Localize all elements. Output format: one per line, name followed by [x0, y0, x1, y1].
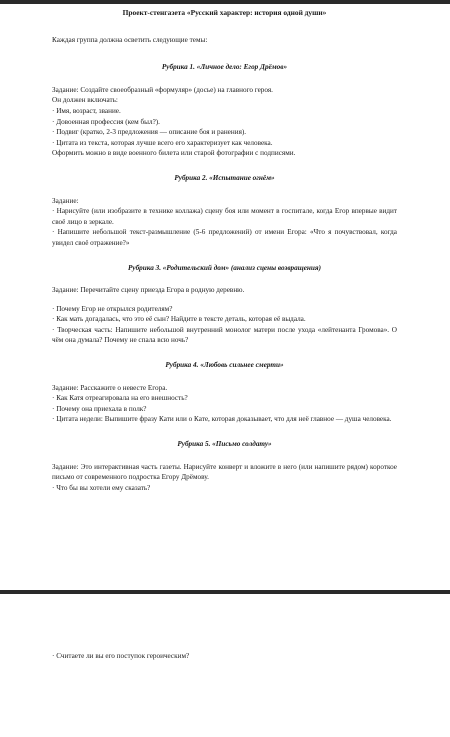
rubric-2-item: · Нарисуйте (или изобразите в технике коллажа) сцену боя или момент в госпитале, когда Егор впервые видит своё лицо в зеркале. [52, 207, 397, 226]
rubric-3-item: · Почему Егор не открылся родителям? [52, 304, 173, 313]
rubric-1-task: Задание: Создайте своеобразный «формуляр» (досье) на главного героя. [52, 85, 273, 94]
rubric-3 [52, 263, 397, 347]
rubric-1-line: Он должен включать: [52, 96, 118, 105]
rubric-2-item: · Напишите небольшой текст-размышление (5-6 предложений) от имени Егора: «Что я почувствовал, когда увидел своё отражение?» [52, 228, 397, 247]
rubric-1-title: Рубрика 1. «Личное дело: Егор Дрёмов» [161, 63, 288, 72]
rubric-5 [52, 439, 397, 493]
rubric-1-item: · Цитата из текста, которая лучше всего его характеризует как человека. [52, 138, 273, 147]
rubric-2 [52, 173, 397, 249]
rubric-4-item: · Почему она приехала в полк? [52, 404, 147, 413]
second-page-question: · Считаете ли вы его поступок героическим? [52, 652, 190, 660]
document-title: Проект-стенгазета «Русский характер: история одной души» [122, 8, 327, 17]
rubric-4-item: · Как Катя отреагировала на его внешность? [52, 394, 188, 403]
rubric-4 [52, 360, 397, 425]
rubric-1-item: · Довоенная профессия (кем был?). [52, 117, 160, 126]
rubric-3-title: Рубрика 3. «Родительский дом» (анализ сцены возвращения) [128, 263, 321, 272]
document-page [52, 8, 397, 493]
rubric-3-item: · Как мать догадалась, что это её сын? Найдите в тексте деталь, которая её выдала. [52, 315, 306, 324]
rubric-3-task: Задание: Перечитайте сцену приезда Егора в родную деревню. [52, 286, 245, 295]
page-break-divider [0, 590, 450, 594]
rubric-1-item: · Подвиг (кратко, 2-3 предложения — описание боя и ранения). [52, 128, 247, 137]
rubric-3-item: · Творческая часть: Напишите небольшой внутренний монолог матери после ухода «лейтенанта Громова». О чём она думала? Почему не спала всю ночь? [52, 325, 397, 345]
rubric-5-task: Задание: Это интерактивная часть газеты. Нарисуйте конверт и вложите в него (или напишите рядом) короткое письмо от современного подростка Егору Дрёмову. [52, 462, 397, 482]
rubric-4-item: · Цитата недели: Выпишите фразу Кати или о Кате, которая доказывает, что для неё главное — душа человека. [52, 415, 392, 424]
rubric-5-title: Рубрика 5. «Письмо солдату» [177, 440, 272, 449]
rubric-5-item: · Что бы вы хотели ему сказать? [52, 483, 151, 492]
rubric-4-task: Задание: Расскажите о невесте Егора. [52, 383, 168, 392]
rubric-1-item: · Имя, возраст, звание. [52, 106, 121, 115]
rubric-2-task: Задание: [52, 196, 79, 205]
intro-text: Каждая группа должна осветить следующие темы: [52, 35, 208, 44]
rubric-1 [52, 62, 397, 159]
rubric-4-title: Рубрика 4. «Любовь сильнее смерти» [165, 361, 284, 370]
top-divider [0, 0, 450, 4]
rubric-1-line: Оформить можно в виде военного билета или старой фотографии с подписями. [52, 149, 296, 158]
rubric-2-title: Рубрика 2. «Испытание огнём» [174, 173, 275, 182]
